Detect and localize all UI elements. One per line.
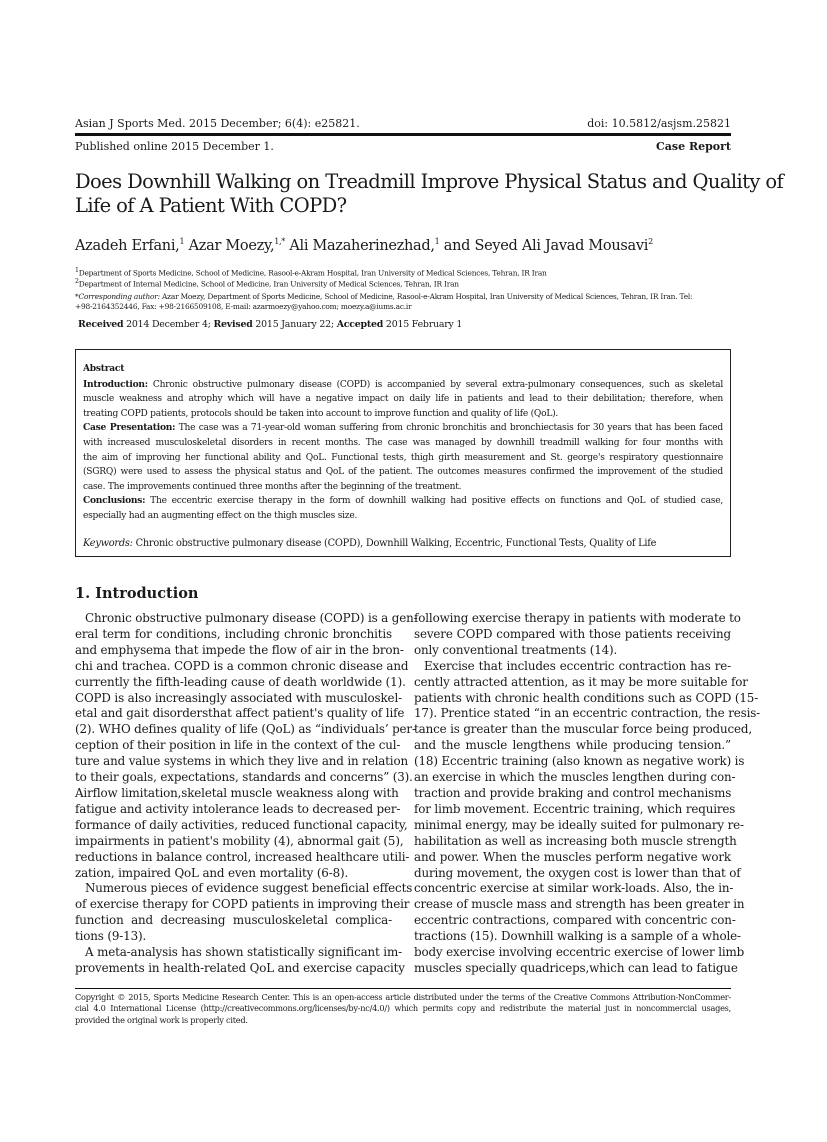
- body-text-line: to their goals, expectations, standards and concerns” (3).: [75, 770, 413, 785]
- body-text-line: body exercise involving eccentric exercise of lower limb: [414, 945, 745, 960]
- article-dates: [78, 319, 462, 330]
- copyright-line: Copyright © 2015, Sports Medicine Research Center. This is an open-access article distributed under the terms of the Creative Commons Attribution-NonCommer-: [75, 992, 731, 1002]
- body-text-line: an exercise in which the muscles lengthen during con-: [414, 770, 736, 785]
- affiliation-text: Department of Sports Medicine, School of Medicine, Rasool-e-Akram Hospital, Iran University of Medical Sciences, Tehran, IR Iran: [78, 268, 547, 278]
- body-text-line: reductions in balance control, increased healthcare utili-: [75, 849, 410, 864]
- body-text-line: chi and trachea. COPD is a common chronic disease and: [75, 658, 409, 673]
- abstract-line: [83, 392, 723, 407]
- abstract-line: [83, 421, 723, 436]
- affiliation: [75, 266, 547, 277]
- copyright-notice: [75, 992, 731, 1026]
- left-column: [75, 611, 418, 977]
- section-heading: 1. Introduction: [75, 585, 199, 602]
- copyright-line: provided the original work is properly cited.: [75, 1014, 248, 1025]
- body-text-line: etal and gait disordersthat affect patient's quality of life: [75, 706, 405, 721]
- abstract-text: the aim of improving her functional ability and QoL. Functional tests, thigh girth measurement and St. george's respiratory questionnaire: [83, 452, 723, 463]
- abstract-text: especially had an augmenting effect on the thigh muscles size.: [83, 510, 358, 521]
- author-affiliation-marker: 1: [434, 237, 440, 246]
- abstract-line: [83, 451, 723, 466]
- received-date: 2014 December 4;: [123, 319, 214, 330]
- abstract-text: The eccentric exercise therapy in the form of downhill walking had positive effects on functions and QoL of studied case,: [145, 496, 723, 507]
- body-text-line: concentric exercise at similar work-loads. Also, the in-: [414, 881, 734, 896]
- body-text-line: ception of their position in life in the context of the cul-: [75, 738, 401, 753]
- affiliation-marker: 2: [75, 278, 79, 286]
- body-text-line: COPD is also increasingly associated with musculoskel-: [75, 690, 402, 705]
- affiliations: [75, 266, 547, 289]
- body-text-line: provements in health-related QoL and exercise capacity: [75, 960, 405, 975]
- body-text-line: (18) Eccentric training (also known as negative work) is: [414, 754, 745, 769]
- body-text-line: during movement, the oxygen cost is lower than that of: [414, 865, 741, 880]
- author-affiliation-marker: 2: [648, 237, 653, 246]
- body-text-line: only conventional treatments (14).: [414, 642, 618, 657]
- affiliation-marker: 1: [75, 267, 79, 274]
- accepted-label: Accepted: [336, 319, 384, 330]
- body-text-line: zation, impaired QoL and even mortality (6-8).: [75, 865, 349, 880]
- body-text-line: of exercise therapy for COPD patients in improving their: [75, 897, 410, 912]
- abstract-line: [83, 407, 723, 422]
- right-column: [414, 611, 761, 977]
- author-name: Azadeh Erfani,: [75, 237, 180, 254]
- abstract-line: [83, 480, 723, 495]
- header-rule: [75, 133, 731, 136]
- abstract-text: muscle weakness and atrophy which will have a negative impact on daily life in patients and lead to their debilitation; therefore, when: [83, 394, 723, 405]
- body-text-line: and power. When the muscles perform negative work: [414, 849, 731, 864]
- body-text-line: habilitation as well as increasing both muscle strength: [414, 833, 737, 848]
- abstract-section-label: Introduction:: [83, 378, 148, 390]
- body-text-line: Chronic obstructive pulmonary disease (COPD) is a gen-: [85, 611, 418, 625]
- body-text-line: formance of daily activities, reduced functional capacity,: [75, 817, 408, 832]
- abstract-text: case. The improvements continued three months after the beginning of the treatment.: [83, 481, 462, 492]
- author: [289, 238, 443, 254]
- abstract-line: [83, 378, 723, 393]
- author: [75, 238, 189, 254]
- body-text-line: eccentric contractions, compared with concentric con-: [414, 913, 736, 928]
- abstract-section-label: Case Presentation:: [83, 422, 176, 434]
- body-text-line: muscles specially quadriceps,which can lead to fatigue: [414, 960, 738, 975]
- author-affiliation-marker: 1: [179, 237, 185, 246]
- keywords: [83, 537, 723, 552]
- abstract-text: (SGRQ) were used to assess the physical status and QoL of the patient. The outcomes measures confirmed the improvement of the studied: [83, 467, 723, 478]
- abstract-heading: Abstract: [83, 363, 125, 374]
- body-text-line: Exercise that includes eccentric contraction has re-: [424, 658, 731, 673]
- revised-date: 2015 January 22;: [252, 319, 337, 330]
- body-text-line: impairments in patient's mobility (4), abnormal gait (5),: [75, 833, 404, 848]
- body-text-line: traction and provide braking and control mechanisms: [414, 785, 732, 800]
- author: [189, 238, 290, 254]
- published-date: Published online 2015 December 1.: [75, 140, 274, 153]
- author-name: and Seyed Ali Javad Mousavi: [443, 237, 649, 254]
- corresponding-contact: +98-2164352446, Fax: +98-2166509108, E-mail: azarmoezy@yahoo.com; moezy.a@iums.ac.ir: [75, 301, 412, 311]
- keywords-label: Keywords:: [83, 537, 133, 549]
- corresponding-author: [75, 292, 692, 311]
- abstract-line: [83, 465, 723, 480]
- body-text-line: tance is greater than the muscular force being produced,: [414, 722, 752, 737]
- abstract-text: treating COPD patients, protocols should be taken into account to improve function and quality of life (QoL).: [83, 408, 559, 419]
- body-text-line: eral term for conditions, including chronic bronchitis: [75, 626, 392, 641]
- author-name: Ali Mazaherinezhad,: [289, 237, 435, 254]
- body-text-line: cently attracted attention, as it may be more suitable for: [414, 674, 748, 689]
- received-label: Received: [78, 319, 124, 330]
- body-text-line: fatigue and activity intolerance leads to decreased per-: [75, 801, 401, 816]
- author-list: [75, 237, 653, 254]
- author-name: Azar Moezy,: [188, 237, 275, 254]
- abstract-section-label: Conclusions:: [83, 495, 146, 507]
- title-line: Life of A Patient With COPD?: [75, 194, 347, 217]
- title-line: Does Downhill Walking on Treadmill Improve Physical Status and Quality of: [75, 170, 784, 193]
- affiliation: [75, 277, 547, 288]
- abstract-body: [83, 378, 723, 524]
- article-type: Case Report: [656, 140, 731, 153]
- corresponding-text: Azar Moezy, Department of Sports Medicine, School of Medicine, Rasool-e-Akram Hospital, Iran University of Medical Sciences, Tehran, IR Iran. Tel:: [162, 292, 693, 301]
- revised-label: Revised: [213, 319, 253, 330]
- abstract-text: Chronic obstructive pulmonary disease (COPD) is accompanied by several extra-pulmonary consequences, such as skeletal: [147, 379, 723, 390]
- abstract-text: with increased musculoskeletal disorders in recent months. The case was managed by downhill treadmill walking for four months with: [83, 437, 723, 448]
- doi[interactable]: doi: 10.5812/asjsm.25821: [587, 117, 731, 130]
- body-text-line: function and decreasing musculoskeletal complica-: [75, 913, 392, 928]
- copyright-line: cial 4.0 International License (http://creativecommons.org/licenses/by-nc/4.0/) which permits copy and redistribute the material just in noncommercial usages,: [75, 1003, 731, 1014]
- abstract-text: The case was a 71-year-old woman suffering from chronic bronchitis and bronchiectasis for 30 years that has been faced: [175, 423, 723, 434]
- author-affiliation-marker: 1,*: [274, 237, 285, 246]
- body-text-line: patients with chronic health conditions such as COPD (15-: [414, 690, 759, 705]
- body-text-line: 17). Prentice stated “in an eccentric contraction, the resis-: [414, 706, 761, 721]
- abstract-line: [83, 436, 723, 451]
- journal-citation: Asian J Sports Med. 2015 December; 6(4): e25821.: [75, 117, 360, 130]
- abstract: [83, 362, 723, 551]
- body-text-line: tractions (15). Downhill walking is a sample of a whole-: [414, 929, 741, 944]
- body-text-line: Numerous pieces of evidence suggest beneficial effects: [85, 881, 413, 896]
- corresponding-label: *Corresponding author:: [75, 292, 160, 301]
- abstract-line: [83, 509, 723, 524]
- body-text-line: and emphysema that impede the flow of air in the bron-: [75, 642, 404, 657]
- accepted-date: 2015 February 1: [383, 319, 463, 330]
- abstract-line: [83, 494, 723, 509]
- body-text-line: severe COPD compared with those patients receiving: [414, 626, 731, 641]
- body-text-line: ture and value systems in which they live and in relation: [75, 754, 408, 769]
- author: [444, 238, 653, 254]
- affiliation-text: Department of Internal Medicine, School of Medicine, Iran University of Medical Sciences, Tehran, IR Iran: [78, 279, 459, 289]
- body-text-line: for limb movement. Eccentric training, which requires: [414, 801, 736, 816]
- body-text-line: tions (9-13).: [75, 929, 147, 944]
- article-title: [75, 170, 783, 218]
- body-text-line: following exercise therapy in patients with moderate to: [414, 611, 741, 625]
- body-text-line: crease of muscle mass and strength has been greater in: [414, 897, 745, 912]
- footer-rule: [75, 988, 731, 989]
- body-text-line: minimal energy, may be ideally suited for pulmonary re-: [414, 817, 744, 832]
- body-text-line: Airflow limitation,skeletal muscle weakness along with: [75, 785, 399, 800]
- body-text-line: currently the fifth-leading cause of death worldwide (1).: [75, 674, 406, 689]
- body-text-line: and the muscle lengthens while producing tension.”: [414, 738, 731, 753]
- body-text-line: A meta-analysis has shown statistically significant im-: [85, 945, 402, 960]
- keywords-text: Chronic obstructive pulmonary disease (COPD), Downhill Walking, Eccentric, Functional Tests, Quality of Life: [132, 537, 657, 549]
- body-text-line: (2). WHO defines quality of life (QoL) as “individuals’ per-: [75, 722, 416, 737]
